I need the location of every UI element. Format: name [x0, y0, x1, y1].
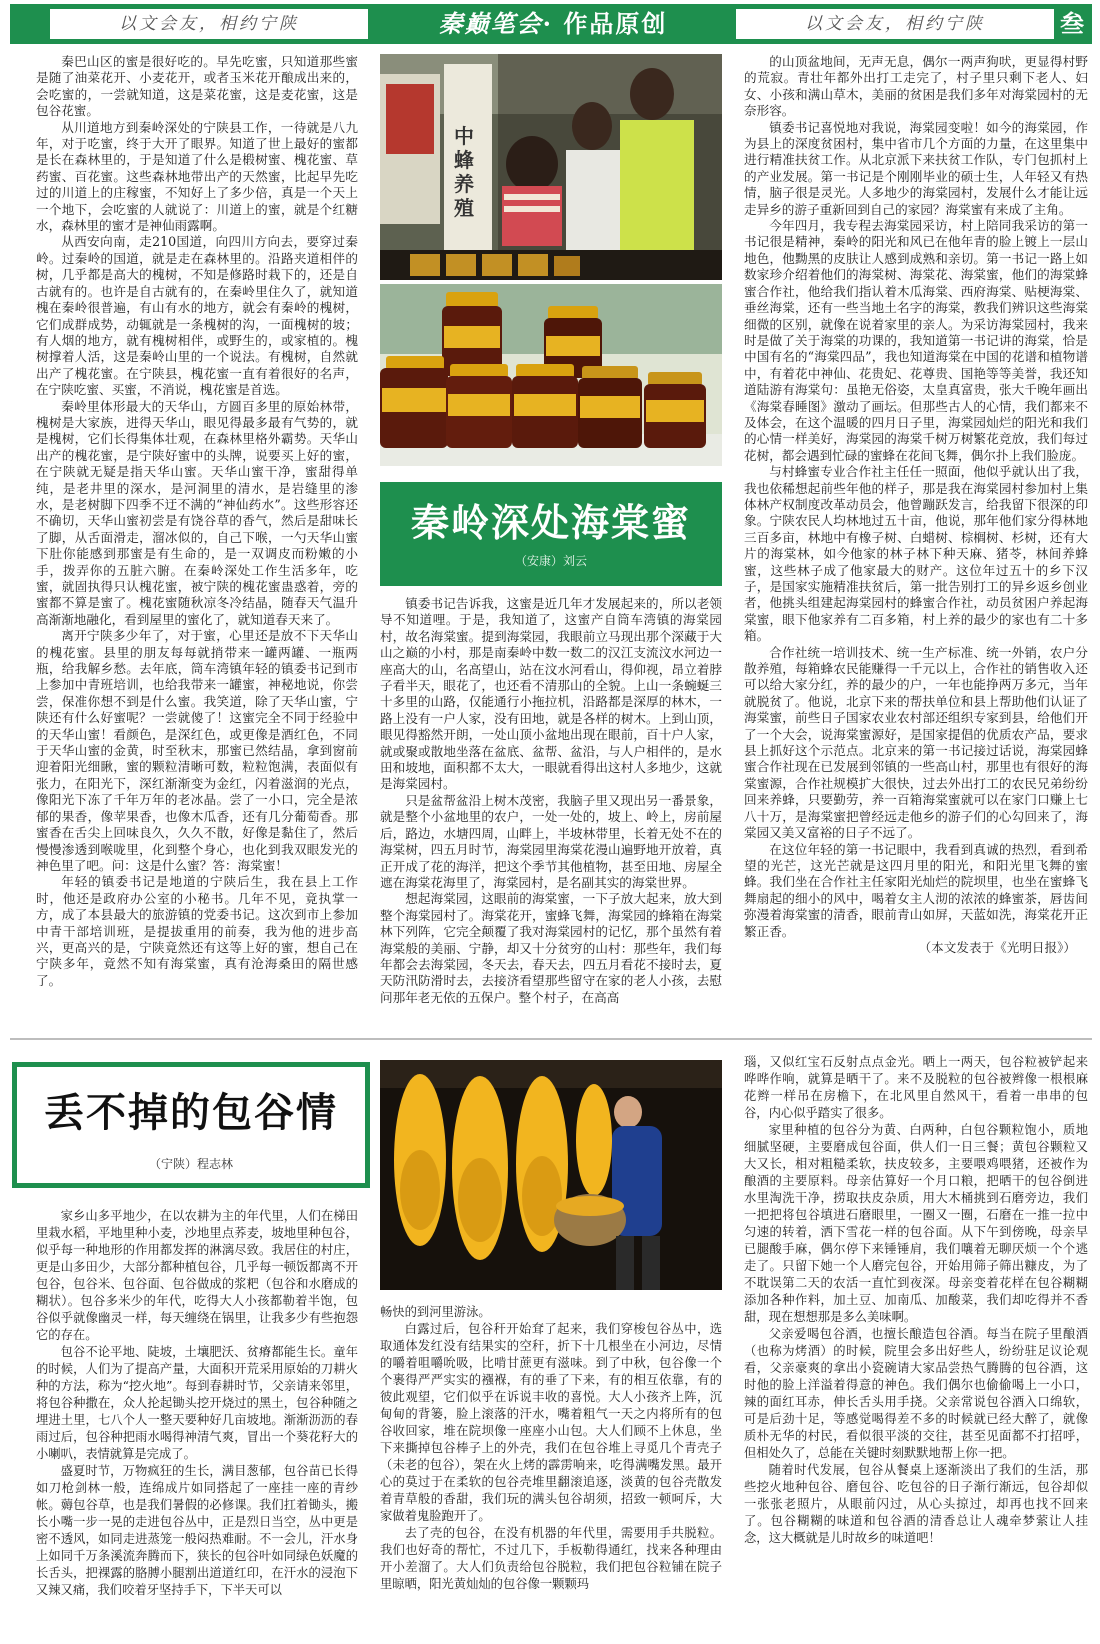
paragraph: 合作社统一培训技术、统一生产标准、统一外销，农户分散养殖，每箱蜂农民能赚得一千元以上，合作社的销售收入还可以给大家分红，养的最少的户，一年也能挣两万多元，当年就脱贫了。他说，北京下来的帮扶单位和县上帮助他们认证了海棠蜜，前些日子国家农业农村部还组织专家到县，给他们开了一个大会，说海棠蜜源好，是国家提倡的优质农产品，要求县上抓好这个示范点。北京来的第一书记接过话说，海棠园蜂蜜合作社现在已发展到邻镇的一些高山村，那里也有很好的海棠蜜源，合作社规模扩大很快，过去外出打工的农民兄弟纷纷回来养蜂，只要勤劳，养一百箱海棠蜜就可以在家门口赚上七八十万，是海棠蜜把曾经远走他乡的游子们的心勾回来了，海棠园又美又富裕的日子不远了。 — [744, 644, 1088, 841]
paragraph: 镇委书记告诉我，这蜜是近几年才发展起来的，所以老领导不知道哩。于是，我知道了，这蜜产自筒车湾镇的海棠园村，故名海棠蜜。提到海棠园，我眼前立马现出那个深藏于大山之巅的小村，那是南秦岭中数一数二的汉江支流汶水河边一座高大的山，名高望山，站在汶水河看山，得仰视，昂立着脖子看半天，眼花了，也还看不清那山的全貌。上山一条蜿蜒三十多里的山路，仅能通行小拖拉机，沿路都是深厚的林木，一路上没有一户人家，没有田地，就是各样的树木。上到山顶，眼见得豁然开朗，一处山顶小盆地出现在眼前，百十户人家，就或聚或散地坐落在盆底、盆帮、盆沿，与人户相伴的，是水田和坡地，面积都不太大，一眼就看得出这村人多地少，这就是海棠园村。 — [380, 596, 722, 792]
article2-byline: （宁陕）程志林 — [148, 1157, 233, 1171]
paragraph: 去了壳的包谷，在没有机器的年代里，需要用手共脱粒。我们也好奇的帮忙，不过几下，手板勒得通红，找来各种理由开小差溜了。大人们负责给包谷脱粒，我们把包谷粒铺在院子里晾晒，阳光黄灿灿的包谷像一颗颗玛 — [380, 1526, 722, 1591]
paragraph: 盛夏时节，万物疯狂的生长，满目葱郁，包谷苗已长得如刀枪剑林一般，连绵成片如同搭起了一座挂一座的青纱帐。薅包谷草，也是我们暑假的必修课。我们扛着锄头，搬长小嘴一步一晃的走进包谷丛中，正是烈日当空，丛中更是密不透风，如同走进蒸笼一般闷热难耐。不一会儿，汗水身上如同千万条溪流奔腾而下，狭长的包谷叶如同绿色妖魔的长舌头，把裸露的胳膊小腿割出道道红印，在汗水的浸泡下又辣又痛，我们咬着牙坚持手下，下半天可以 — [36, 1464, 358, 1597]
article2-title: 丢不掉的包谷情 — [44, 1090, 338, 1136]
masthead — [385, 4, 721, 44]
paragraph: 秦岭里体形最大的天华山，方圆百多里的原始林带，槐树是大家族，进得天华山，眼见得最多最有气势的，就是槐树，它们长得集体壮观，在森林里格外霸势。天华山出产的槐花蜜，是宁陕好蜜中的头牌，说要买上好的蜜，在宁陕就无疑是指天华山蜜。天华山蜜干净，蜜甜得单纯，是老井里的深水，是河洞里的清水，是岩缝里的渗水，是老树脚下四季不迂不满的“神仙药水”。这些形容还不确切，天华山蜜初尝是有饶谷草的香气，然后是甜味长了脚，从舌面滑走，溜冰似的，自己下喉，一勺天华山蜜下肚你能感到那蜜是有生命的，是一双调皮而粉嫩的小手，拨弄你的五脏六腑。在秦岭深处工作生活多年，吃蜜，就固执得只认槐花蜜，被宁陕的槐花蜜蛊惑着，旁的蜜都不算是蜜了。槐花蜜随秋凉冬冷结晶，随春天气温升高渐渐地融化，看到屋里的蜜化了，就知道春天来了。 — [36, 398, 358, 627]
article2-title-block — [12, 1062, 370, 1188]
article1-source-note: （本文发表于《光明日报》） — [918, 939, 1076, 955]
paragraph: 从西安向南，走210国道，向四川方向去，要穿过秦岭。过秦岭的国道，就是走在森林里的。沿路夹道相伴的树，几乎都是高大的槐树，不知是修路时栽下的，还是自古就有的。也许是自古就有的，在秦岭里住久了，就知道槐在秦岭很普遍，有山有水的地方，就会有秦岭的槐树，它们成群成势，动辄就是一条槐树的沟，一面槐树的坡；有人烟的地方，就有槐树相伴，或野生的，或家植的。槐树撑着人活，这是秦岭山里的一个说法。有槐树，自然就出产了槐花蜜。在宁陕县，槐花蜜一直有着很好的名声，在宁陕吃蜜、买蜜，不消说，槐花蜜是首选。 — [36, 234, 358, 398]
section-divider — [10, 1038, 1092, 1040]
beekeeping-photo — [380, 54, 722, 280]
slogan-left: 以文会友，相约宁陕 — [50, 9, 368, 39]
article1-title-block — [380, 482, 722, 586]
article1-column-3 — [744, 54, 1088, 1020]
paragraph: 离开宁陕多少年了，对于蜜，心里还是放不下天华山的槐花蜜。县里的朋友每每就捎带来一罐两罐、一瓶两瓶，给我解乡愁。去年底，筒车湾镇年轻的镇委书记到市上参加中青班培训，也给我带来一罐蜜，神秘地说，你尝尝，保准你想不到是什么蜜。我笑道，除了天华山蜜，宁陕还有什么好蜜呢？一尝就傻了！这蜜完全不同于经验中的天华山蜜！看颜色，是深红色，或更像是酒红色，不同于天华山蜜的金黄，时至秋末，那蜜已然结晶，拿到窗前迎着阳光细瞅，蜜的颗粒清晰可数，粒粒饱满，表面似有张力，在阳光下，深红渐渐变为金红，闪着滋润的光点，像阳光下冻了千年万年的老冰晶。尝了一小口，完全是浓郁的果香，像苹果香，也像木瓜香，还有几分葡萄香。那蜜香在舌尖上回味良久，久久不散，好像是黏住了，然后慢慢渗透到喉咙里，化到整个身心，也化到我双眼发光的神色里了吧。问：这是什么蜜？答：海棠蜜！ — [36, 628, 358, 873]
paragraph: 与村蜂蜜专业合作社主任任一照面，他似乎就认出了我，我也依稀想起前些年他的样子，那是我在海棠园村参加村上集体林产权制度改革动员会，他曾蹦跃发言，给我留下很深的印象。宁陕农民人均林地过五十亩，他说，那年他们家分得林地三百多亩，林地中有橡子树、白蜡树、棕榈树、杉树，还有大片的海棠林，如今他家的林子林下种天麻、猪苓，林间养蜂蜜，这些林子成了他家最大的财产。这位年过五十的乡下汉子，是国家实施精准扶贫后，第一批告别打工的异乡返乡创业者，他挑头组建起海棠园村的蜂蜜合作社，动员贫困户养起海棠蜜，眼下他家养有二百多箱，村上养的最少的家也有二十多箱。 — [744, 464, 1088, 644]
slogan-right: 以文会友，相约宁陕 — [736, 9, 1054, 39]
paragraph: 镇委书记喜悦地对我说，海棠园变啦！如今的海棠园，作为县上的深度贫困村，集中省市几个方面的力量，在这里集中进行精准扶贫工作。从北京派下来扶贫工作队，专门包抓村上的产业发展。第一书记是个刚刚毕业的硕士生，人年轻又有热情，脑子很是灵光。人多地少的海棠园村，发展什么才能让远走异乡的游子重新回到自己的家园？海棠蜜有来成了主角。 — [744, 119, 1088, 217]
article1-title: 秦岭深处海棠蜜 — [410, 501, 691, 545]
page-header — [10, 4, 1092, 44]
corn-drying-photo — [380, 1060, 722, 1290]
photo-sign-text: 中蜂养殖 — [454, 124, 474, 220]
paragraph: 的山顶盆地间，无声无息，偶尔一两声狗吠，更显得村野的荒寂。青壮年都外出打工走完了，村子里只剩下老人、妇女、小孩和满山草木，美丽的贫困是我们多年对海棠园村的无奈形容。 — [744, 54, 1088, 119]
article2-column-2 — [380, 1304, 722, 1642]
paragraph: 只是盆帮盆沿上树木茂密，我脑子里又现出另一番景象，就是整个小盆地里的农户，一处一处的，坡上、岭上，房前屋后，路边，水塘四周，山畔上，半坡林带里，长着无处不在的海棠树，四五月时节，海棠园里海棠花漫山遍野地开放着，真正开成了花的海洋，把这个季节其他植物，甚至田地、房屋全遮在海棠花海里了，海棠园村，是名副其实的海棠世界。 — [380, 792, 722, 890]
paragraph: 父亲爱喝包谷酒，也擅长酿造包谷酒。每当在院子里酿酒（也称为烤酒）的时候，院里会多出好些人，纷纷驻足议论观看，父亲豪爽的拿出小瓷碗请大家品尝热气腾腾的包谷酒，这时他的脸上洋溢着得意的神色。我们偶尔也偷偷喝上一小口，辣的面红耳赤，伸长舌头用手挠。父亲常说包谷酒入口绵软，可是后劲十足，等感觉喝得差不多的时候就已经大醉了，就像质朴无华的村民，看似很平淡的交往，甚至见面都不打招呼，但相处久了，总能在关键时刻默默地帮上你一把。 — [744, 1327, 1088, 1460]
paragraph: 年轻的镇委书记是地道的宁陕后生，我在县上工作时，他还是政府办公室的小秘书。几年不见，竟执掌一方，成了本县最大的旅游镇的党委书记。这次到市上参加中青干部培训班，是提拔重用的前奏，我为他的进步高兴，更高兴的是，宁陕竟然还有这等上好的蜜，想自己在宁陕多年，竟然不知有海棠蜜，真有沧海桑田的隔世感了。 — [36, 874, 358, 988]
paragraph: 从川道地方到秦岭深处的宁陕县工作，一待就是八九年，对于吃蜜，终于大开了眼界。知道了世上最好的蜜都是长在森林里的，于是知道了什么是椴树蜜、槐花蜜、草药蜜、百花蜜。这些森林地带出产的天然蜜，比起早先吃过的川道上的庄稼蜜，不知好上了多少倍，真是一个天上一个地下，会吃蜜的人就说了：川道上的蜜，就是个红糖水，森林里的蜜才是神仙雨露啊。 — [36, 119, 358, 234]
paragraph-continuation: 瑙，又似红宝石反射点点金光。晒上一两天，包谷粒被铲起来哗哗作响，就算是晒干了。来不及脱粒的包谷被辫像一根根麻花辫一样吊在房檐下，在北风里自然风干，看着一串串的包谷，内心似乎踏实了很多。 — [744, 1055, 1088, 1120]
paragraph: 秦巴山区的蜜是很好吃的。早先吃蜜，只知道那些蜜是随了油菜花开、小麦花开，或者玉米花开酿成出来的，会吃蜜的，一尝就知道，这是菜花蜜，这是麦花蜜，这是包谷花蜜。 — [36, 54, 358, 119]
article1-byline: （安康）刘云 — [514, 554, 587, 568]
paragraph: 今年四月，我专程去海棠园采访，村上陪同我采访的第一书记很是精神，秦岭的阳光和风已在他年青的脸上镀上一层山地色，他黝黑的皮肤让人感到成熟和亲切。第一书记一路上如数家珍介绍着他们的海棠树、海棠花、海棠蜜，他们的海棠蜂蜜合作社，他给我们指认着木瓜海棠、西府海棠、贴梗海棠、垂丝海棠，还有一些当地土名字的海棠，教我们辨识这些海棠细微的区别，就像在说着家里的亲人。为采访海棠园村，我来时是做了关于海棠的功课的，我知道第一书记讲的海棠，恰是中国有名的“海棠四品”，我也知道海棠在中国的花谱和植物谱中，有着花中神仙、花贵妃、花尊贵、国艳等等美誉，我还知道陆游有海棠句：虽艳无俗姿，太皇真富贵，张大千晚年画出《海棠春睡图》激动了画坛。但那些古人的心情，我们都来不及体会，在这个温暖的四月日子里，海棠园灿烂的阳光和我们的心情一样美好，海棠园的海棠千树万树繁花竞放，我们每过花树，都会遇到忙碌的蜜蜂在花间飞舞，偶尔扑上我们脸庞。 — [744, 218, 1088, 463]
honey-jars-photo — [380, 284, 722, 466]
masthead-brand: 秦巅笔会 — [438, 9, 543, 38]
paragraph: 在这位年轻的第一书记眼中，我看到真诚的热烈，看到希望的光芒，这光芒就是这四月里的阳光，和阳光里飞舞的蜜蜂。我们坐在合作社主任家阳光灿烂的院坝里，也坐在蜜蜂飞舞扇起的细小的风中，喝着女主人沏的浓浓的蜂蜜茶，唇齿间弥漫着海棠蜜的清香，眼前青山如屏，天蓝如洗，海棠花开正繁正香。 — [744, 841, 1088, 939]
paragraph: 随着时代发展，包谷从餐桌上逐渐淡出了我们的生活，那些挖火地种包谷、磨包谷、吃包谷的日子渐行渐远，包谷却似一张张老照片，从眼前闪过，从心头掠过，却再也找不回来了。包谷糊糊的味道和包谷酒的清香总让人魂牵梦萦让人挂念，这大概就是儿时故乡的味道吧！ — [744, 1463, 1088, 1545]
article2-column-1 — [36, 1208, 358, 1642]
paragraph: 家乡山多平地少，在以农耕为主的年代里，人们在梯田里栽水稻，平地里种小麦，沙地里点荞麦，坡地里种包谷，似乎每一种地形的作用都发挥的淋漓尽致。我居住的村庄，更是山多田少，大部分都种植包谷，几乎每一顿饭都离不开包谷，包谷米、包谷面、包谷做成的浆粑（包谷和水磨成的糊状）。包谷多米少的年代，吃得大人小孩都勒着半饱，包谷似乎就像幽灵一样，每天缠绕在锅里，让我多少有些抱怨它的存在。 — [36, 1209, 358, 1342]
page-number: 叁 — [1060, 9, 1084, 38]
paragraph: 包谷不论平地、陡坡，土壤肥沃、贫瘠都能生长。童年的时候，人们为了提高产量，大面积开荒采用原始的刀耕火种的方法，称为“挖火地”。每到春耕时节，父亲请来邻里，将包谷种撒在，众人抡起锄头挖开烧过的黑土，包谷种随之埋进土里，七八个人一整天要种好几亩坡地。渐渐沥沥的春雨过后，包谷种把雨水喝得神清气爽，冒出一个葵花籽大的小喇叭，表情就算是完成了。 — [36, 1345, 358, 1461]
article1-column-1 — [36, 54, 358, 1020]
masthead-section: · 作品原创 — [542, 9, 668, 38]
paragraph-continuation: 畅快的到河里游泳。 — [380, 1305, 491, 1319]
paragraph: 想起海棠园，这眼前的海棠蜜，一下子放大起来，放大到整个海棠园村了。海棠花开，蜜蜂飞舞，海棠园的蜂箱在海棠林下列阵，它完全颠覆了我对海棠园村的记忆，那个虽然有着海棠般的美丽、宁静，却又十分贫穷的山村：那些年，我们每年都会去海棠园，冬天去，春天去，四五月看花不接时去，夏天防汛防滑时去，去接济看望那些留守在家的老人小孩，去慰问那年老无依的五保户。整个村子，在高高 — [380, 891, 722, 1005]
paragraph: 家里种植的包谷分为黄、白两种，白包谷颗粒饱小，质地细腻坚硬，主要磨成包谷面，供人们一日三餐；黄包谷颗粒又大又长，相对粗糙柔软，扶皮较多，主要喂鸡喂猪，还被作为酿酒的主要原料。母亲估算好一个月口粮，把晒干的包谷倒进水里淘洗干净，捞取扶皮杂质，用大木桶挑到石磨旁边，我们一把把将包谷填进石磨眼里，一圈又一圈，石磨在一推一拉中匀速的转着，洒下雪花一样的包谷面。从下午到傍晚，母亲早已腿酸手麻，偶尔停下来锤锤肩，我们嚷着无聊厌烦一个个逃走了。只留下她一个人磨完包谷，开始用筛子筛出糠皮，为了不耽误第二天的农活一直忙到夜深。母亲变着花样在包谷糊糊添加各种作料，加土豆、加南瓜、加酸菜，我们却吃得并不香甜，现在想想那是多么美味啊。 — [744, 1123, 1088, 1324]
paragraph: 白露过后，包谷秆开始耷了起来，我们穿梭包谷丛中，选取通体发红没有结果实的空秆，折下十几根坐在小河边，尽情的嚼着咀嚼吮吸，比啃甘蔗更有滋味。到了中秋，包谷像一个个裹得严严实实的襁褓，有的垂了下来，有的相互依靠，有的彼此观望，它们似乎在诉说丰收的喜悦。大人小孩齐上阵，沉甸甸的背篓，脸上滚落的汗水，嘴着粗气一天之内将所有的包谷收回家，堆在院坝像一座座小山包。大人们顾不上休息，坐下来撕掉包谷棒子上的外壳，我们在包谷堆上寻觅几个青壳子（未老的包谷），架在火上烤的霹雳响来，吃得满嘴发黑。最开心的莫过于在柔软的包谷壳堆里翻滚追逐，淡黄的包谷壳散发着青草般的香甜，我们玩的满头包谷胡须，招致一顿呵斥，大家做着鬼脸跑开了。 — [380, 1322, 722, 1523]
article1-column-2 — [380, 596, 722, 1020]
article2-column-3 — [744, 1054, 1088, 1642]
